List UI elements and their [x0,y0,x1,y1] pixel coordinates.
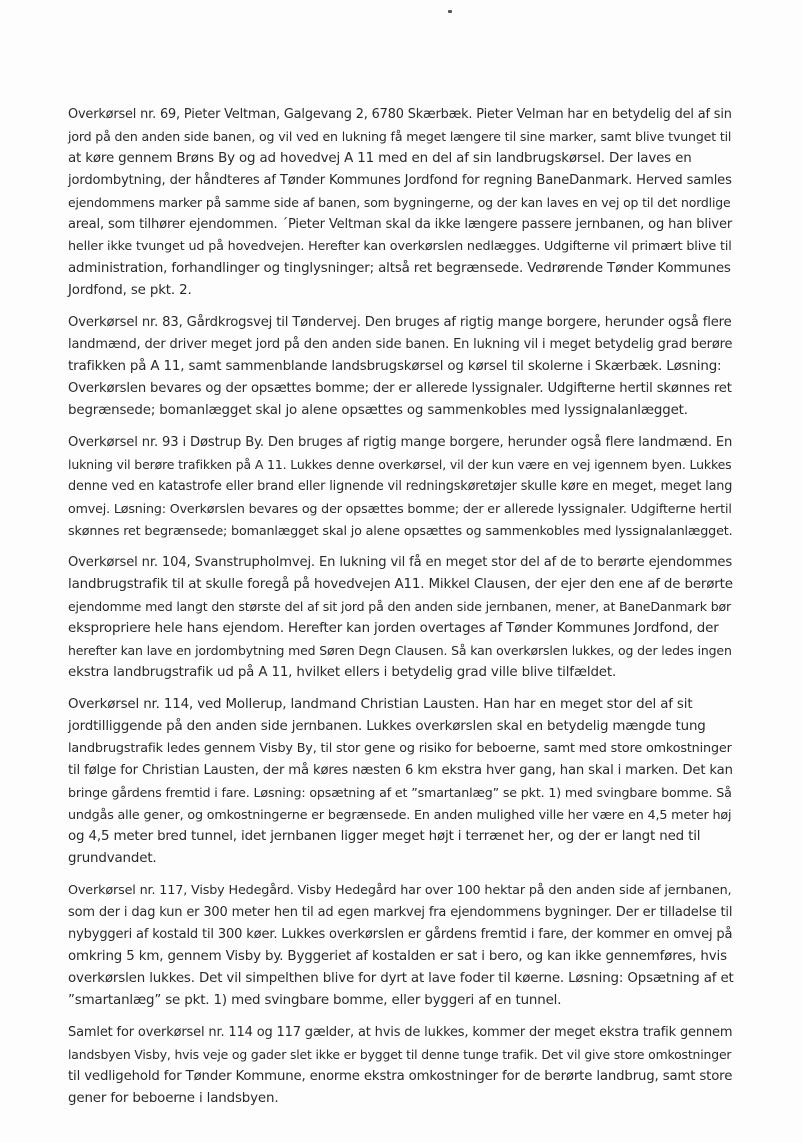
text-line: til vedligehold for Tønder Kommune, enorme ekstra omkostninger for de berørte landbrug, samt store [68,1069,733,1084]
paragraph-overkorsel-83 [68,312,736,422]
text-line: ejendomme med langt den største del af sit jord på den anden side jernbanen, mener, at BaneDanmark bør [68,599,732,614]
text-line: Overkørsel nr. 114, ved Mollerup, landmand Christian Lausten. Han har en meget stor del af sit [68,697,693,712]
text-line: trafikken på A 11, samt sammenblande landsbrugskørsel og kørsel til skolerne i Skærbæk. Løsning: [68,359,722,374]
text-line: ekstra landbrugstrafik ud på A 11, hvilket ellers i betydelig grad ville blive tilfældet. [68,665,617,680]
text-line: landsbyen Visby, hvis veje og gader slet ikke er bygget til denne tunge trafik. Det vil give store omkostninger [68,1047,732,1062]
text-line: landbrugstrafik til at skulle foregå på hovedvejen A11. Mikkel Clausen, der ejer den ene af de berørte [68,577,733,592]
text-line: landbrugstrafik ledes gennem Visby By, til stor gene og risiko for beboerne, samt med store omkostninger [68,741,732,756]
paragraph-overkorsel-69 [68,104,736,302]
text-line: heller ikke tvunget ud på hovedvejen. Herefter kan overkørslen nedlægges. Udgifterne vil primært blive til [68,239,732,254]
text-line: Overkørslen bevares og der opsættes bomme; der er allerede lyssignaler. Udgifterne hertil skønnes ret [68,381,732,396]
text-line: landmænd, der driver meget jord på den anden side banen. En lukning vil i meget betydelig grad berøre [68,337,733,352]
text-line: skønnes ret begrænsede; bomanlægget skal jo alene opsættes og sammenkobles med lyssignalanlægget. [68,523,733,538]
text-line: Samlet for overkørsel nr. 114 og 117 gælder, at hvis de lukkes, kommer der meget ekstra trafik gennem [68,1025,733,1040]
text-line: omkring 5 km, gennem Visby by. Byggeriet af kostalden er sat i bero, og kan ikke gennemføres, hvis [68,949,727,964]
text-line: omvej. Løsning: Overkørslen bevares og der opsættes bomme; der er allerede lyssignaler. Udgifterne hertil [68,501,732,516]
text-line: ejendommens marker på samme side af banen, som bygningerne, og der kan laves en vej op til det nordlige [68,195,731,210]
paragraph-summary [68,1022,736,1110]
text-line: denne ved en katastrofe eller brand eller lignende vil redningskøretøjer skulle køre en meget, meget lang [68,479,733,494]
text-line: som der i dag kun er 300 meter hen til ad egen markvej fra ejendommens bygninger. Der er tilladelse til [68,905,733,920]
text-line: Overkørsel nr. 104, Svanstrupholmvej. En lukning vil få en meget stor del af de to berørte ejendommes [68,555,733,570]
text-line: Jordfond, se pkt. 2. [68,283,192,298]
text-line: gener for beboerne i landsbyen. [68,1091,279,1106]
text-line: nybyggeri af kostald til 300 køer. Lukkes overkørslen er gårdens fremtid i fare, der kommer en omvej på [68,927,733,942]
text-line: til følge for Christian Lausten, der må køres næsten 6 km ekstra hver gang, han skal i marken. Det kan [68,763,733,778]
text-line: og 4,5 meter bred tunnel, idet jernbanen ligger meget højt i terrænet her, og der er langt ned til [68,829,701,844]
scan-mark [448,10,452,13]
text-line: jord på den anden side banen, og vil ved en lukning få meget længere til sine marker, samt blive tvunget til [68,129,732,144]
text-line: at køre gennem Brøns By og ad hovedvej A 11 med en del af sin landbrugskørsel. Der laves en [68,151,692,166]
text-line: areal, som tilhører ejendommen. ´Pieter Veltman skal da ikke længere passere jernbanen, og han bliver [68,217,733,232]
text-line: bringe gårdens fremtid i fare. Løsning: opsætning af et ”smartanlæg” se pkt. 1) med svingbare bomme. Så [68,785,732,800]
text-line: begrænsede; bomanlægget skal jo alene opsættes og sammenkobles med lyssignalanlægget. [68,403,688,418]
text-line: Overkørsel nr. 93 i Døstrup By. Den bruges af rigtig mange borgere, herunder også flere landmænd. En [68,435,733,450]
text-line: grundvandet. [68,851,157,866]
paragraph-overkorsel-93 [68,432,736,542]
document-body [68,104,736,1120]
text-line: overkørslen lukkes. Det vil simpelthen blive for dyrt at lave foder til køerne. Løsning: Opsætning af et [68,971,734,986]
text-line: jordombytning, der håndteres af Tønder Kommunes Jordfond for regning BaneDanmark. Herved samles [68,173,732,188]
text-line: Overkørsel nr. 117, Visby Hedegård. Visby Hedegård har over 100 hektar på den anden side af jernbanen, [68,883,732,898]
text-line: lukning vil berøre trafikken på A 11. Lukkes denne overkørsel, vil der kun være en vej igennem byen. Lukkes [68,457,732,472]
paragraph-overkorsel-117 [68,880,736,1012]
text-line: Overkørsel nr. 69, Pieter Veltman, Galgevang 2, 6780 Skærbæk. Pieter Velman har en betydelig del af sin [68,107,732,122]
text-line: ”smartanlæg” se pkt. 1) med svingbare bomme, eller byggeri af en tunnel. [68,993,562,1008]
text-line: herefter kan lave en jordombytning med Søren Degn Clausen. Så kan overkørslen lukkes, og der ledes ingen [68,643,732,658]
text-line: ekspropriere hele hans ejendom. Herefter kan jorden overtages af Tønder Kommunes Jordfond, der [68,621,719,636]
text-line: jordtilliggende på den anden side jernbanen. Lukkes overkørslen skal en betydelig mængde tung [68,719,706,734]
paragraph-overkorsel-104 [68,552,736,684]
text-line: Overkørsel nr. 83, Gårdkrogsvej til Tøndervej. Den bruges af rigtig mange borgere, herunder også flere [68,315,732,330]
paragraph-overkorsel-114 [68,694,736,870]
text-line: administration, forhandlinger og tinglysninger; altså ret begrænsede. Vedrørende Tønder Kommunes [68,261,731,276]
text-line: undgås alle gener, og omkostningerne er begrænsede. En anden mulighed ville her være en 4,5 meter høj [68,807,732,822]
